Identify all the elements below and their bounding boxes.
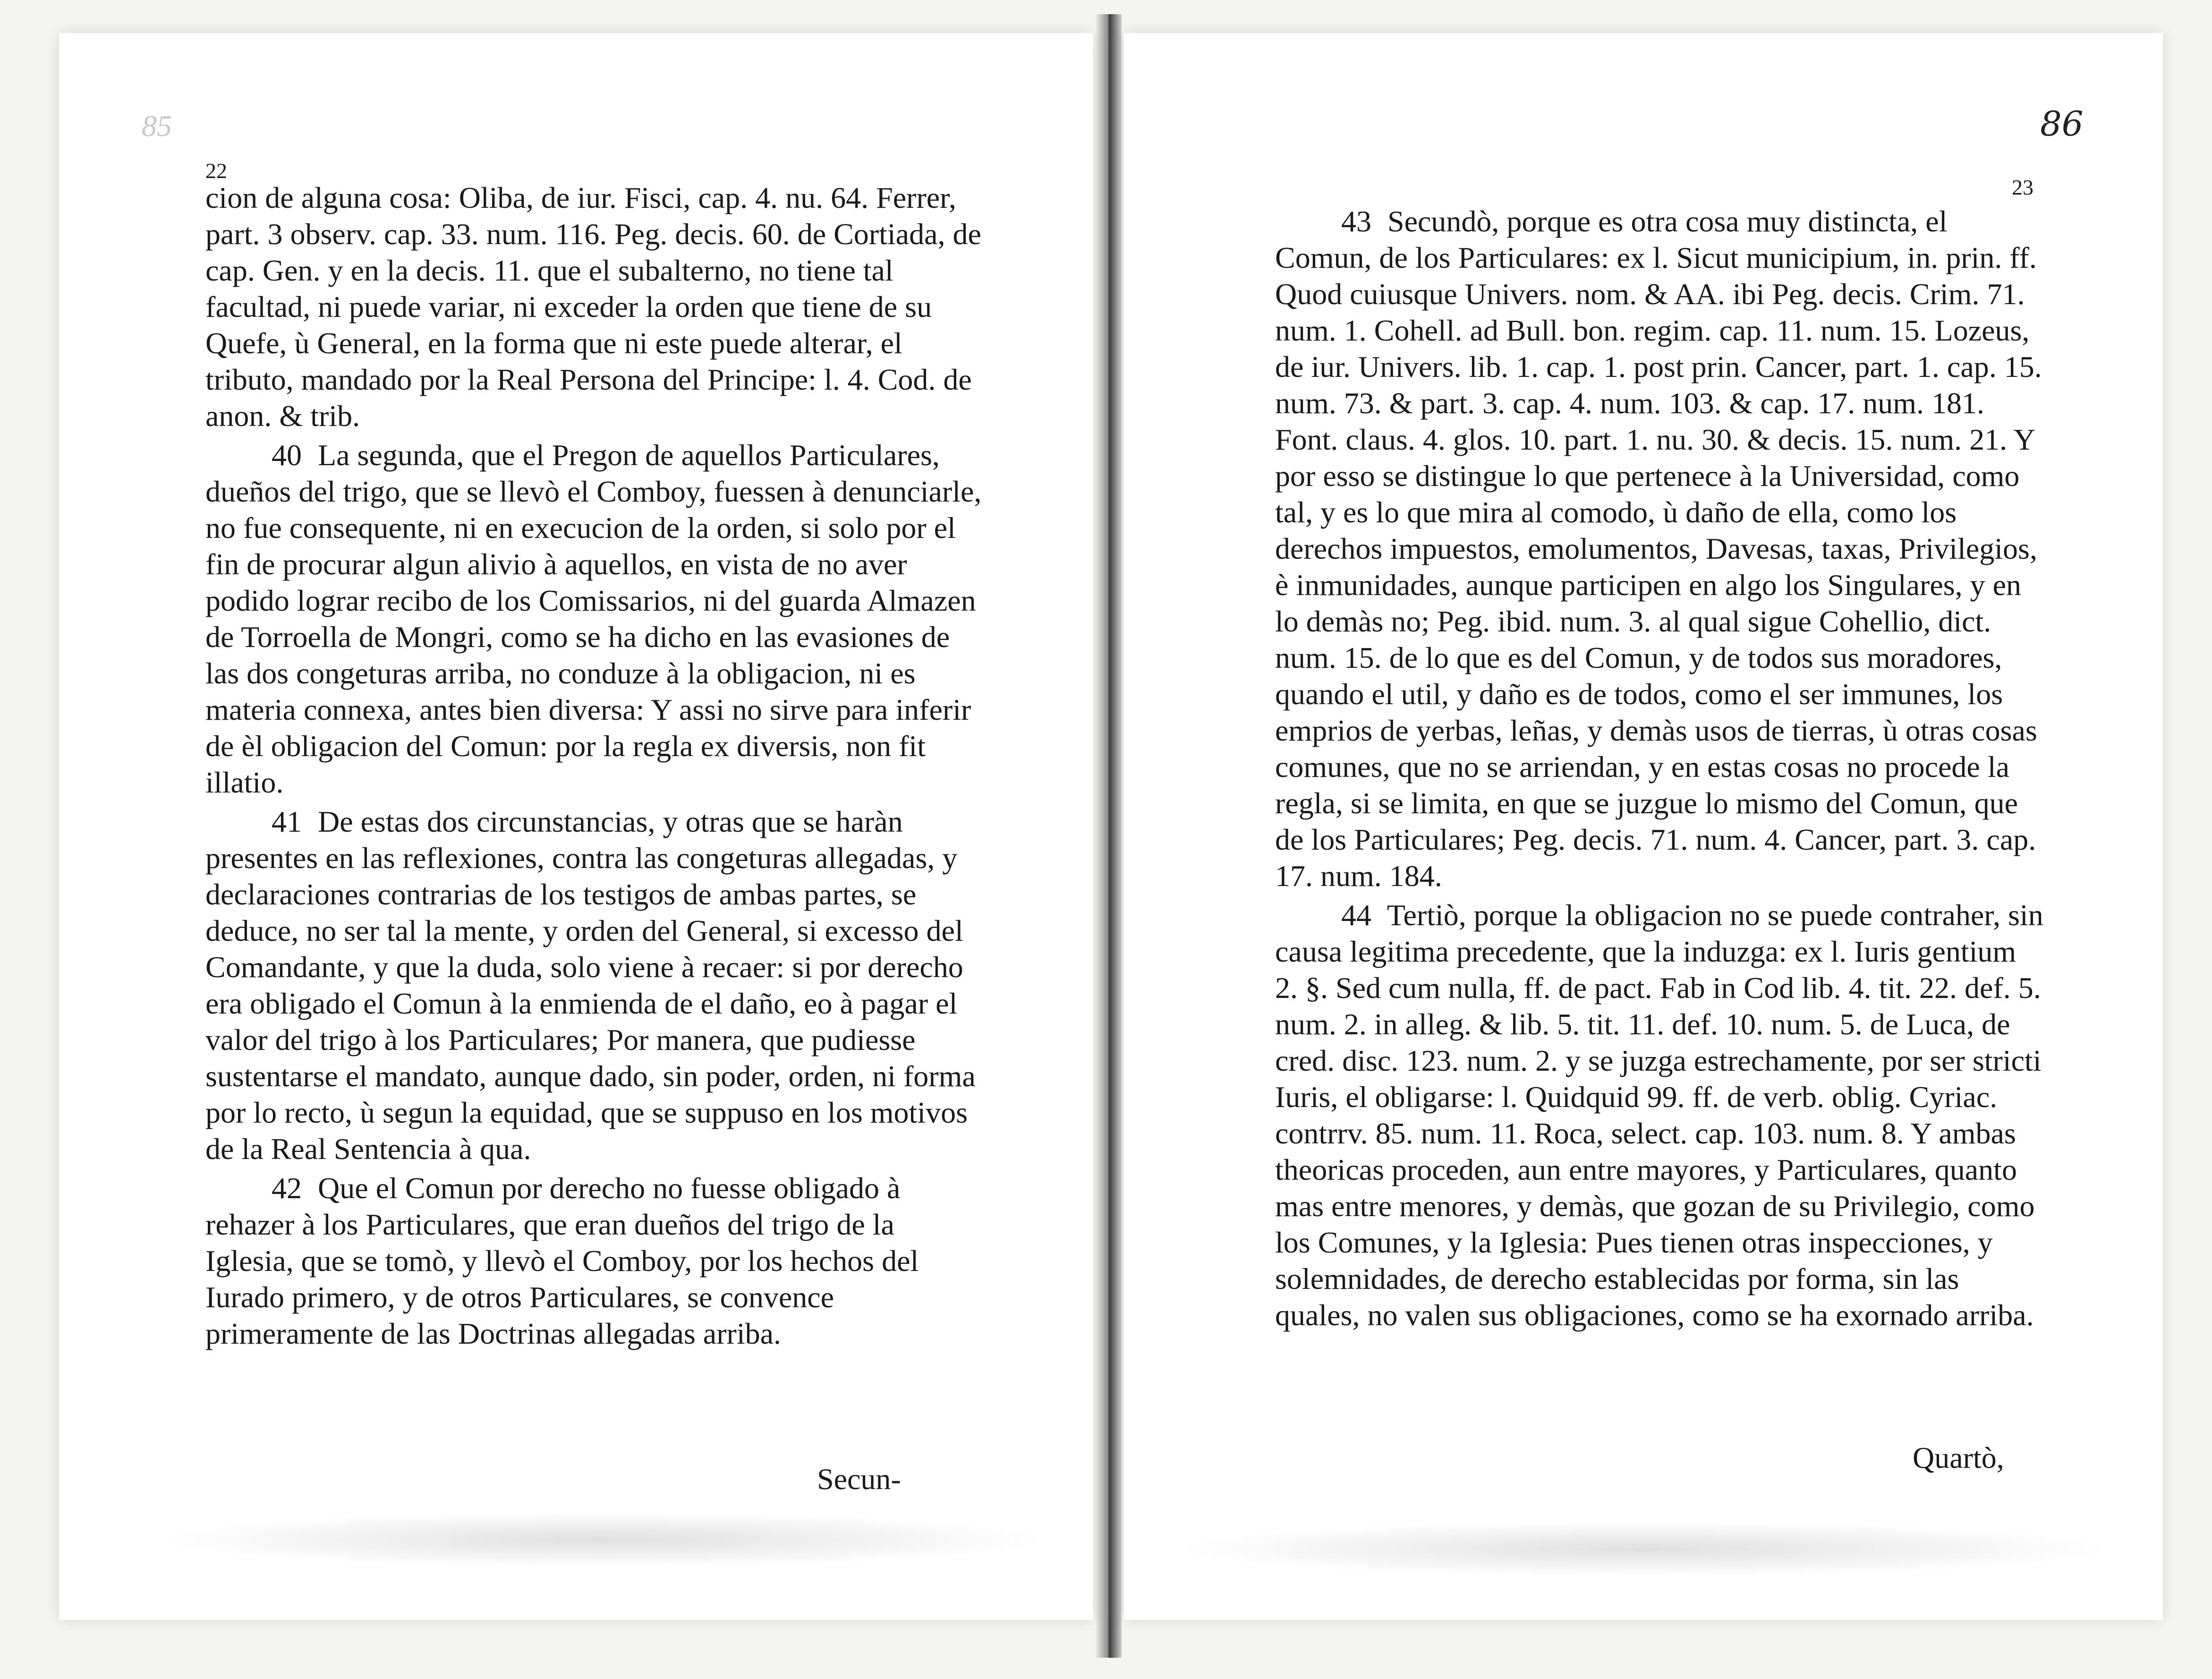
catchword: Quartò, [1913, 1441, 2004, 1474]
folio-stamp: 86 [2040, 104, 2084, 144]
paragraph-text: Que el Comun por derecho no fuesse obligado à rehazer à los Particulares, que eran dueños del trigo de la Iglesia, que se tomò, y llevò el Comboy, por los hechos del Iurado primero, y de otros Particulares, se convence primeramente de las Doctrinas allegadas arriba. [205, 1171, 919, 1350]
paragraph-41 [205, 803, 989, 1167]
paragraph-number: 42 [272, 1171, 302, 1205]
page-number: 22 [205, 159, 227, 183]
page-smudge [1171, 1521, 2116, 1577]
page-smudge [153, 1511, 1051, 1568]
left-page [59, 33, 1093, 1620]
left-page-text [205, 179, 989, 1352]
paragraph-43 [1275, 203, 2045, 894]
intro-paragraph: cion de alguna cosa: Oliba, de iur. Fisci, cap. 4. nu. 64. Ferrer, part. 3 observ. cap. 33. num. 116. Peg. decis. 60. de Cortiada, de cap. Gen. y en la decis. 11. que el subalterno, no tiene tal facultad, ni puede variar, ni exceder la orden que tiene de su Quefe, ù General, en la forma que ni este puede alterar, el tributo, mandado por la Real Persona del Principe: l. 4. Cod. de anon. & trib. [205, 181, 981, 433]
paragraph-text: Tertiò, porque la obligacion no se puede contraher, sin causa legitima precedente, que la induzga: ex l. Iuris gentium 2. §. Sed cum nulla, ff. de pact. Fab in Cod lib. 4. tit. 22. def. 5. num. 2. in alleg. & lib. 5. tit. 11. def. 10. num. 5. de Luca, de cred. disc. 123. num. 2. y se juzga estrechamente, por ser stricti Iuris, el obligarse: l. Quidquid 99. ff. de verb. oblig. Cyriac. contrrv. 85. num. 11. Roca, select. cap. 103. num. 8. Y ambas theoricas proceden, aun entre mayores, y Particulares, quanto mas entre menores, y demàs, que gozan de su Privilegio, como los Comunes, y la Iglesia: Pues tienen otras inspecciones, y solemnidades, de derecho establecidas por forma, sin las quales, no valen sus obligaciones, como se ha exornado arriba. [1275, 898, 2043, 1332]
right-page [1124, 33, 2163, 1620]
catchword: Secun- [817, 1462, 901, 1496]
paragraph-text: De estas dos circunstancias, y otras que se haràn presentes en las reflexiones, contra las congeturas allegadas, y declaraciones contrarias de los testigos de ambas partes, se deduce, no ser tal la mente, y orden del General, si excesso del Comandante, y que la duda, solo viene à recaer: si por derecho era obligado el Comun à la enmienda de el daño, eo à pagar el valor del trigo à los Particulares; Por manera, que pudiesse sustentarse el mandato, aunque dado, sin poder, orden, ni forma por lo recto, ù segun la equidad, que se suppuso en los motivos de la Real Sentencia à qua. [205, 805, 976, 1166]
paragraph-42 [205, 1170, 989, 1352]
paragraph-text: La segunda, que el Pregon de aquellos Particulares, dueños del trigo, que se llevò el Comboy, fuessen à denunciarle, no fue consequente, ni en execucion de la orden, si solo por el fin de procurar algun alivio à aquellos, en vista de no aver podido lograr recibo de los Comissarios, ni del guarda Almazen de Torroella de Mongri, como se ha dicho en las evasiones de las dos congeturas arriba, no conduze à la obligacion, ni es materia connexa, antes bien diversa: Y assi no sirve para inferir de èl obligacion del Comun: por la regla ex diversis, non fit illatio. [205, 438, 982, 799]
page-number: 23 [2012, 175, 2033, 199]
paragraph-number: 41 [272, 805, 302, 838]
right-page-text [1275, 203, 2045, 1333]
paragraph-40 [205, 437, 989, 801]
book-gutter [1096, 14, 1122, 1658]
paragraph-number: 43 [1341, 205, 1371, 238]
paragraph-text: Secundò, porque es otra cosa muy distincta, el Comun, de los Particulares: ex l. Sicut municipium, in. prin. ff. Quod cuiusque Univers. nom. & AA. ibi Peg. decis. Crim. 71. num. 1. Cohell. ad Bull. bon. regim. cap. 11. num. 15. Lozeus, de iur. Univers. lib. 1. cap. 1. post prin. Cancer, part. 1. cap. 15. num. 73. & part. 3. cap. 4. num. 103. & cap. 17. num. 181. Font. claus. 4. glos. 10. part. 1. nu. 30. & decis. 15. num. 21. Y por esso se distingue lo que pertenece à la Universidad, como tal, y es lo que mira al comodo, ù daño de ella, como los derechos impuestos, emolumentos, Davesas, taxas, Privilegios, è inmunidades, aunque participen en algo los Singulares, y en lo demàs no; Peg. ibid. num. 3. al qual sigue Cohellio, dict. num. 15. de lo que es del Comun, y de todos sus moradores, quando el util, y daño es de todos, como el ser immunes, los emprios de yerbas, leñas, y demàs usos de tierras, ù otras cosas comunes, que no se arriendan, y en estas cosas no procede la regla, si se limita, en que se juzgue lo mismo del Comun, que de los Particulares; Peg. decis. 71. num. 4. Cancer, part. 3. cap. 17. num. 184. [1275, 205, 2042, 893]
paragraph-44 [1275, 897, 2045, 1333]
paragraph-number: 40 [272, 438, 302, 472]
paragraph-number: 44 [1341, 898, 1371, 932]
faint-page-mark: 85 [142, 109, 172, 143]
